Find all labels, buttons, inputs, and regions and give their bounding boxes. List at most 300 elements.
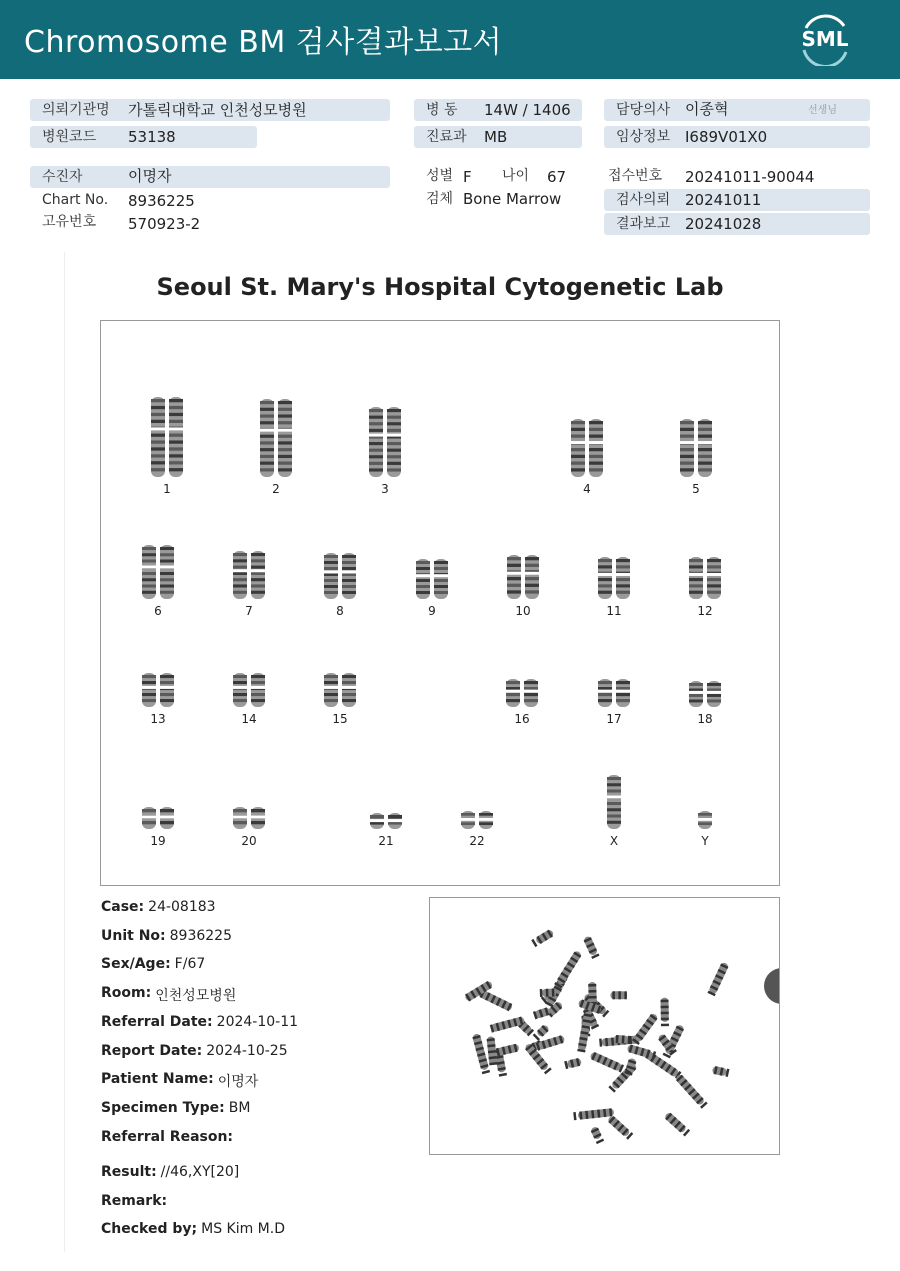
band (369, 462, 383, 465)
band (233, 584, 247, 587)
logo-text: SML (801, 27, 849, 51)
band (707, 559, 721, 562)
room-line (101, 985, 236, 1005)
centromere (368, 434, 384, 437)
band (251, 566, 265, 569)
sml-logo (796, 12, 854, 66)
band (160, 578, 174, 581)
band (370, 815, 384, 819)
referral-date-value: 2024-10-11 (216, 1014, 299, 1030)
band (342, 591, 356, 594)
chromosome-label: 19 (150, 834, 166, 848)
band (707, 565, 721, 568)
band (434, 567, 448, 570)
department-value: MB (484, 128, 508, 146)
band (260, 414, 274, 417)
band (434, 579, 448, 582)
band (607, 808, 621, 811)
band (598, 681, 612, 684)
centromere (323, 686, 339, 689)
remark-label: Remark: (101, 1193, 168, 1209)
chromosome-label: 4 (583, 482, 591, 496)
band (434, 561, 448, 564)
metaphase-chromosome (610, 991, 627, 999)
lab-title: Seoul St. Mary's Hospital Cytogenetic Lab (156, 273, 724, 301)
checked-by-line (101, 1221, 285, 1237)
band (160, 572, 174, 575)
chromosome-18 (681, 679, 729, 709)
band (324, 699, 338, 702)
chromosome-label: 2 (272, 482, 280, 496)
patient-name-value: 이명자 (217, 1074, 259, 1090)
band (260, 441, 274, 444)
centromere (250, 686, 266, 689)
band (707, 694, 721, 697)
centromere (250, 569, 266, 572)
band (142, 699, 156, 702)
band (342, 579, 356, 582)
band (151, 440, 165, 443)
band (698, 455, 712, 458)
band (387, 462, 401, 465)
band (142, 585, 156, 588)
metaphase-chromosome (607, 1115, 634, 1140)
band (278, 448, 292, 451)
referral-reason-line (101, 1129, 237, 1145)
age-label: 나이 (502, 168, 530, 184)
band (571, 462, 585, 465)
result-line (101, 1164, 239, 1180)
doctor-suffix: 선생님 (808, 105, 837, 116)
chromosome-9 (408, 557, 456, 601)
band (233, 821, 247, 824)
band (689, 591, 703, 594)
centromere (141, 566, 157, 569)
chromosome-label: 3 (381, 482, 389, 496)
band (680, 435, 694, 438)
chromosome-12 (681, 555, 729, 601)
unique-no-value: 570923-2 (128, 215, 201, 233)
result-value: //46,XY[20] (160, 1164, 240, 1180)
chromosome-4 (563, 417, 611, 479)
band (278, 401, 292, 404)
centromere (505, 690, 521, 693)
case-value: 24-08183 (148, 899, 216, 915)
chromosome-15 (316, 671, 364, 709)
centromere (460, 818, 476, 821)
chromosome-2 (252, 397, 300, 479)
report-date-label: Report Date: (101, 1043, 203, 1059)
chromosome-label: 15 (332, 712, 348, 726)
band (342, 699, 356, 702)
checked-by-value: MS Kim M.D (201, 1221, 285, 1237)
band (251, 578, 265, 581)
band (151, 399, 165, 402)
band (160, 675, 174, 678)
band (607, 783, 621, 786)
chromosome-label: 8 (336, 604, 344, 618)
unit-line (101, 928, 232, 944)
centromere (277, 429, 293, 432)
centromere (250, 815, 266, 818)
band (525, 590, 539, 593)
metaphase-chromosome (664, 1111, 691, 1136)
metaphase-chromosome (564, 1058, 582, 1070)
band (369, 409, 383, 412)
band (698, 435, 712, 438)
band (616, 565, 630, 568)
age-value: 67 (547, 168, 567, 186)
unit-value: 8936225 (169, 928, 232, 944)
band (607, 821, 621, 824)
result-label: Result: (101, 1164, 157, 1180)
hospital-code-value: 53138 (128, 128, 176, 146)
metaphase-chromosome (496, 1043, 520, 1056)
band (387, 455, 401, 458)
centromere (478, 818, 494, 821)
centromere (159, 566, 175, 569)
centromere (524, 572, 540, 575)
centromere (415, 574, 431, 577)
report-date-line (101, 1043, 288, 1059)
band (142, 572, 156, 575)
band (607, 777, 621, 780)
chromosome-label: 20 (241, 834, 257, 848)
band (571, 455, 585, 458)
band (233, 699, 247, 702)
band (689, 565, 703, 568)
metaphase-image (429, 897, 780, 1155)
band (434, 585, 448, 588)
band (416, 567, 430, 570)
band (416, 585, 430, 588)
sexage-line (101, 956, 205, 972)
band (698, 462, 712, 465)
band (342, 585, 356, 588)
chromosome-1 (143, 395, 191, 479)
ward-label: 병 동 (426, 102, 458, 118)
band (507, 584, 521, 587)
unique-no-label: 고유번호 (42, 214, 97, 230)
centromere (697, 441, 713, 444)
centromere (341, 570, 357, 573)
band (434, 591, 448, 594)
band (387, 442, 401, 445)
band (342, 555, 356, 558)
band (251, 675, 265, 678)
band (251, 681, 265, 684)
band (169, 461, 183, 464)
band (142, 821, 156, 824)
band (571, 428, 585, 431)
band (689, 700, 703, 703)
chromosome-label: X (609, 834, 619, 848)
band (479, 813, 493, 816)
centromere (159, 686, 175, 689)
band (151, 434, 165, 437)
centromere (688, 691, 704, 694)
band (387, 468, 401, 471)
receipt-no-value: 20241011-90044 (685, 168, 815, 186)
band (461, 813, 475, 816)
patient-row (30, 166, 390, 188)
band (324, 693, 338, 696)
band (278, 455, 292, 458)
band (169, 420, 183, 423)
chromosome-21 (362, 811, 410, 831)
band (169, 468, 183, 471)
band (369, 422, 383, 425)
band (598, 591, 612, 594)
band (260, 421, 274, 424)
metaphase-chromosome (660, 998, 668, 1027)
band (680, 448, 694, 451)
band (233, 559, 247, 562)
band (616, 681, 630, 684)
band (251, 699, 265, 702)
centromere (168, 427, 184, 430)
chromosome-label: 22 (469, 834, 485, 848)
band (160, 699, 174, 702)
band (698, 428, 712, 431)
band (278, 468, 292, 471)
centromere (697, 818, 713, 821)
band (598, 565, 612, 568)
chromosome-11 (590, 555, 638, 601)
band (416, 579, 430, 582)
band (160, 821, 174, 824)
checked-by-label: Checked by; (101, 1221, 198, 1237)
band (278, 462, 292, 465)
band (680, 428, 694, 431)
chromosome-14 (225, 671, 273, 709)
band (387, 409, 401, 412)
chart-no-label: Chart No. (42, 192, 109, 208)
band (369, 468, 383, 471)
metaphase-chromosome (590, 1126, 604, 1144)
chromosome-X (604, 773, 624, 831)
chromosome-8 (316, 551, 364, 601)
patient-value: 이명자 (128, 167, 172, 185)
chromosome-label: Y (701, 834, 709, 848)
band (260, 448, 274, 451)
band (142, 547, 156, 550)
band (151, 454, 165, 457)
centromere (597, 573, 613, 576)
chromosome-label: 18 (697, 712, 713, 726)
band (387, 416, 401, 419)
band (278, 435, 292, 438)
band (169, 399, 183, 402)
band (707, 578, 721, 581)
band (369, 455, 383, 458)
band (387, 429, 401, 432)
band (324, 585, 338, 588)
band (698, 813, 712, 816)
band (342, 675, 356, 678)
chromosome-20 (225, 805, 273, 831)
metaphase-chromosome (583, 935, 600, 959)
band (525, 564, 539, 567)
band (698, 468, 712, 471)
band (251, 693, 265, 696)
patient-name-label: Patient Name: (101, 1071, 214, 1087)
band (251, 553, 265, 556)
band (589, 448, 603, 451)
band (251, 559, 265, 562)
band (169, 413, 183, 416)
band (160, 809, 174, 812)
band (571, 421, 585, 424)
requesting-institution-value: 가톨릭대학교 인천성모병원 (128, 101, 307, 119)
report-header (0, 0, 900, 79)
centromere (588, 441, 604, 444)
band (169, 406, 183, 409)
band (589, 435, 603, 438)
band (524, 681, 538, 684)
band (571, 468, 585, 471)
centromere (506, 572, 522, 575)
band (506, 699, 520, 702)
patient-label: 수진자 (42, 169, 83, 185)
band (369, 416, 383, 419)
metaphase-chromosome (554, 950, 582, 989)
centromere (688, 573, 704, 576)
requesting-institution-label: 의뢰기관명 (42, 102, 110, 118)
band (598, 693, 612, 696)
centromere (387, 819, 403, 822)
band (324, 591, 338, 594)
band (689, 578, 703, 581)
metaphase-spread (430, 898, 779, 1154)
specimen-type-value: BM (228, 1100, 251, 1116)
band (698, 822, 712, 825)
referral-date-line (101, 1014, 298, 1030)
band (689, 584, 703, 587)
centromere (606, 796, 622, 799)
band (479, 822, 493, 825)
chromosome-label: 9 (428, 604, 436, 618)
band (151, 420, 165, 423)
band (388, 815, 402, 819)
remark-line (101, 1193, 171, 1209)
band (160, 693, 174, 696)
chromosome-3 (361, 405, 409, 479)
centromere (523, 690, 539, 693)
centromere (232, 686, 248, 689)
chromosome-7 (225, 549, 273, 601)
band (607, 815, 621, 818)
chromosome-label: 6 (154, 604, 162, 618)
band (461, 822, 475, 825)
band (507, 557, 521, 560)
centromere (597, 690, 613, 693)
band (598, 699, 612, 702)
metaphase-chromosome (490, 1016, 525, 1033)
band (233, 681, 247, 684)
centromere (615, 573, 631, 576)
band (251, 591, 265, 594)
metaphase-chromosome (573, 1108, 614, 1120)
metaphase-chromosome (707, 962, 729, 997)
centromere (141, 686, 157, 689)
centromere (386, 434, 402, 437)
band (169, 440, 183, 443)
centromere (369, 819, 385, 822)
chromosome-label: 21 (378, 834, 394, 848)
band (616, 578, 630, 581)
chromosome-22 (453, 809, 501, 831)
band (142, 681, 156, 684)
band (525, 584, 539, 587)
band (233, 693, 247, 696)
karyogram-panel (100, 320, 780, 886)
band (689, 683, 703, 686)
band (698, 421, 712, 424)
band (142, 693, 156, 696)
chromosome-label: 7 (245, 604, 253, 618)
chromosome-label: 13 (150, 712, 166, 726)
band (616, 559, 630, 562)
band (278, 421, 292, 424)
centromere (232, 815, 248, 818)
centromere (141, 815, 157, 818)
metaphase-chromosome (712, 1066, 730, 1077)
chart-no-value: 8936225 (128, 192, 195, 210)
centromere (570, 441, 586, 444)
band (151, 468, 165, 471)
band (251, 584, 265, 587)
metaphase-chromosome (533, 1024, 550, 1041)
centromere (679, 441, 695, 444)
clinical-info-value: I689V01X0 (685, 128, 768, 146)
band (233, 566, 247, 569)
centromere (159, 815, 175, 818)
band (506, 681, 520, 684)
band (589, 462, 603, 465)
band (142, 560, 156, 563)
chromosome-label: 5 (692, 482, 700, 496)
band (707, 584, 721, 587)
band (589, 421, 603, 424)
sex-value: F (463, 168, 472, 186)
chromosome-Y (695, 809, 715, 831)
metaphase-chromosome (589, 1051, 624, 1072)
band (680, 421, 694, 424)
centromere (259, 429, 275, 432)
band (160, 591, 174, 594)
band (689, 694, 703, 697)
band (525, 557, 539, 560)
band (387, 422, 401, 425)
patient-name-line (101, 1071, 258, 1091)
specimen-value: Bone Marrow (463, 190, 562, 208)
band (589, 455, 603, 458)
band (507, 577, 521, 580)
band (324, 567, 338, 570)
chromosome-17 (590, 677, 638, 709)
clinical-info-label: 임상정보 (616, 129, 671, 145)
case-line (101, 899, 216, 915)
sex-label: 성별 (426, 168, 454, 184)
band (507, 564, 521, 567)
metaphase-chromosome (540, 988, 557, 997)
band (169, 447, 183, 450)
band (369, 449, 383, 452)
doctor-label: 담당의사 (616, 102, 671, 118)
band (507, 590, 521, 593)
band (142, 553, 156, 556)
